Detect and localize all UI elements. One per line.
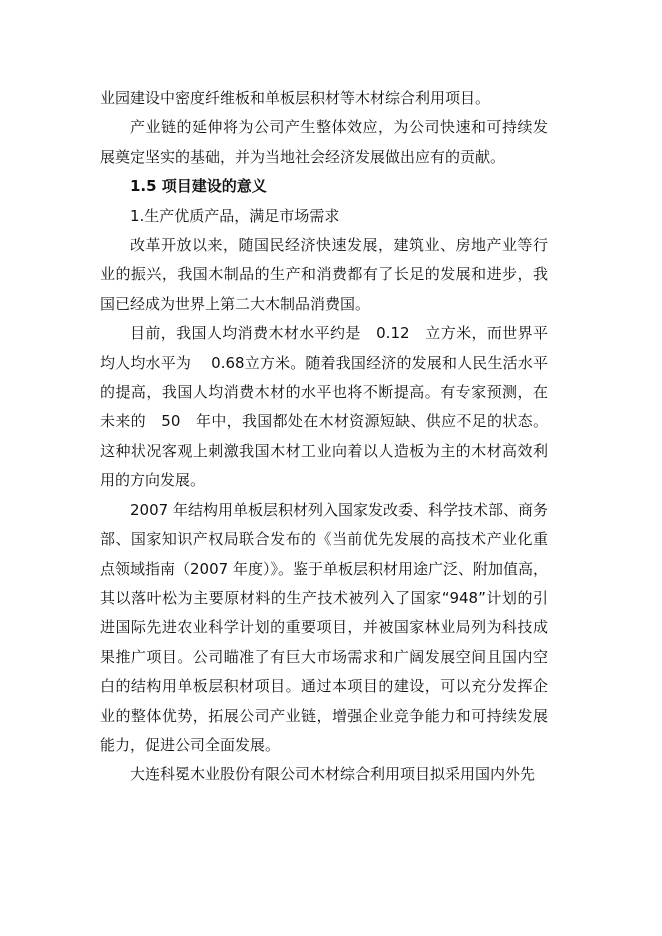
- paragraph-project-intro: 大连科冕木业股份有限公司木材综合利用项目拟采用国内外先: [130, 765, 536, 784]
- paragraph-lvl-policy: 2007 年结构用单板层积材列入国家发改委、科学技术部、商务部、国家知识产权局联合发布的《当前优先发展的高技术产业化重点领域指南（2007 年度）》。鉴于单板层积材用途广泛、附加值高，其以落叶松为主要原材料的生产技术被列入了国家“948”计划的引进国际先进农业科学计划的重要项目，并被国家林业局列为科技成果推广项目。公司瞄准了有巨大市场需求和广阔发展空间且国内空白的结构用单板层积材项目。通过本项目的建设，可以充分发挥企业的整体优势，拓展公司产业链，增强企业竞争能力和可持续发展能力，促进公司全面发展。: [100, 500, 548, 754]
- paragraph-wood-consumption: 目前，我国人均消费木材水平约是 0.12 立方米，而世界平均人均水平为 0.68立方米。随着我国经济的发展和人民生活水平的提高，我国人均消费木材的水平也将不断提高。有专家预测，在未来的 50 年中，我国都处在木材资源短缺、供应不足的状态。这种状况客观上刺激我国木材工业向着以人造板为主的木材高效利用的方向发展。: [100, 324, 548, 490]
- section-heading-significance: 1.5 项目建设的意义: [130, 177, 267, 196]
- paragraph-reform-opening: 改革开放以来，随国民经济快速发展，建筑业、房地产业等行业的振兴，我国木制品的生产和消费都有了长足的发展和进步，我国已经成为世界上第二大木制品消费国。: [100, 236, 548, 313]
- paragraph-industry-chain: 产业链的延伸将为公司产生整体效应，为公司快速和可持续发展奠定坚实的基础，并为当地社会经济发展做出应有的贡献。: [100, 118, 548, 166]
- document-body: [100, 84, 548, 790]
- subheading-quality-products: 1.生产优质产品，满足市场需求: [130, 206, 340, 225]
- paragraph-continuation: 业园建设中密度纤维板和单板层积材等木材综合利用项目。: [100, 89, 491, 107]
